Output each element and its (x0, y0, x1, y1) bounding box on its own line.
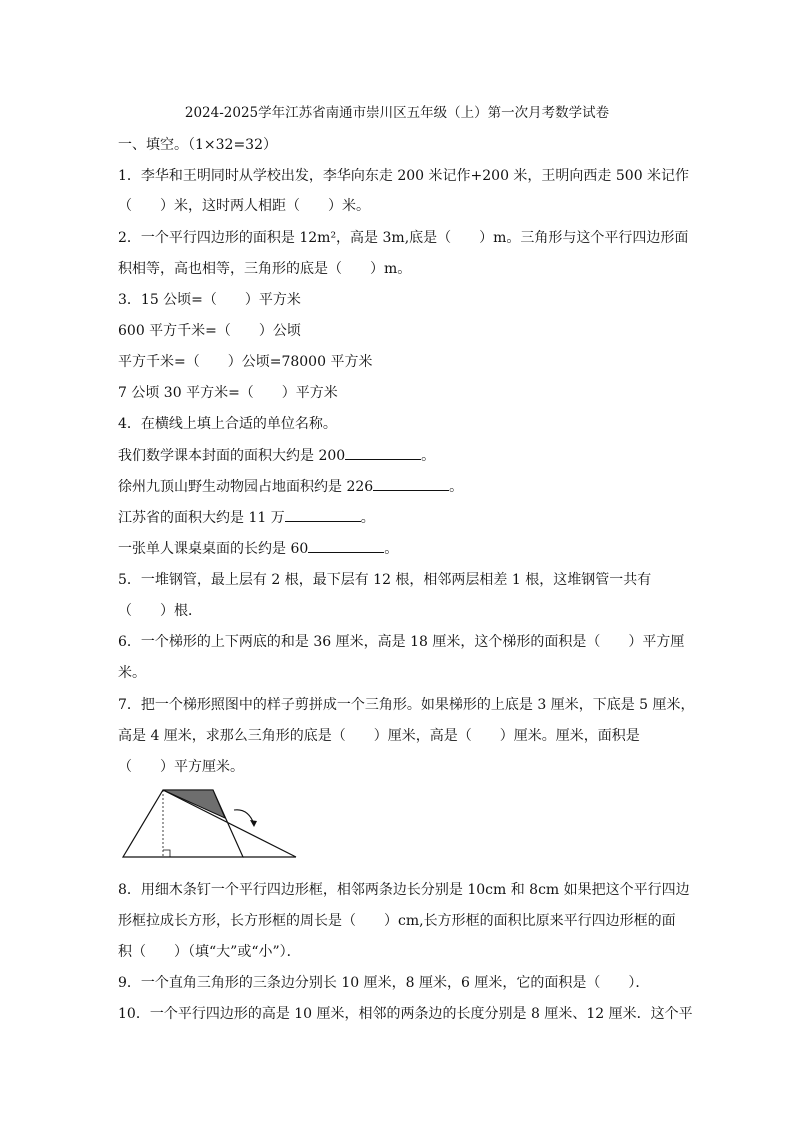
answer-blank[interactable] (373, 476, 449, 491)
q6-line1: 6．一个梯形的上下两底的和是 36 厘米，高是 18 厘米，这个梯形的面积是（ ）平方厘 (118, 634, 685, 650)
q2-line2: 积相等，高也相等，三角形的底是（ ）m。 (118, 261, 412, 277)
answer-blank[interactable] (345, 445, 421, 460)
q4-a-text: 我们数学课本封面的面积大约是 200 (118, 448, 346, 464)
q3-line4: 7 公顷 30 平方米=（ ）平方米 (118, 385, 338, 401)
q4-c-end: 。 (360, 510, 375, 526)
page-title: 2024-2025学年江苏省南通市崇川区五年级（上）第一次月考数学试卷 (184, 105, 610, 121)
q4-prompt: 4．在横线上填上合适的单位名称。 (118, 416, 337, 432)
q3-line1: 3．15 公顷=（ ）平方米 (118, 292, 301, 308)
q8-line2: 形框拉成长方形，长方形框的周长是（ ）cm,长方形框的面积比原来平行四边形框的面 (118, 913, 676, 929)
q2-line1: 2．一个平行四边形的面积是 12m²，高是 3m,底是（ ）m。三角形与这个平行四边形面 (118, 230, 689, 246)
q4-item-d (118, 538, 398, 559)
q10-line1: 10．一个平行四边形的高是 10 厘米，相邻的两条边的长度分别是 8 厘米、12 厘米．这个平 (118, 1006, 693, 1022)
trapezoid-cut-figure (118, 784, 303, 862)
q7-line2: 高是 4 厘米，求那么三角形的底是（ ）厘米，高是（ ）厘米。厘米，面积是 (118, 728, 640, 744)
q3-line3: 平方千米=（ ）公顷=78000 平方米 (118, 354, 373, 370)
q8-line1: 8．用细木条钉一个平行四边形框，相邻两条边长分别是 10cm 和 8cm 如果把这个平行四边 (118, 882, 690, 898)
q3-line2: 600 平方千米=（ ）公顷 (118, 323, 301, 339)
right-angle-mark (163, 850, 170, 857)
q7-line3: （ ）平方厘米。 (118, 759, 244, 775)
q5-line2: （ ）根． (118, 603, 202, 619)
q4-item-c (118, 507, 375, 528)
q4-item-b (118, 476, 463, 497)
q4-item-a (118, 445, 435, 466)
q4-d-text: 一张单人课桌桌面的长约是 60 (118, 541, 309, 557)
q1-line2: （ ）米，这时两人相距（ ）米。 (118, 198, 370, 214)
q4-d-end: 。 (384, 541, 399, 557)
q6-line2: 米。 (118, 665, 146, 681)
section-heading: 一、填空。（1×32=32） (118, 137, 277, 153)
q7-line1: 7．把一个梯形照图中的样子剪拼成一个三角形。如果梯形的上底是 3 厘米，下底是 5 厘米， (118, 697, 695, 713)
rotate-arrow (234, 810, 254, 824)
q4-a-end: 。 (421, 448, 436, 464)
q5-line1: 5．一堆钢管，最上层有 2 根，最下层有 12 根，相邻两层相差 1 根，这堆钢管一共有 (118, 572, 652, 588)
q4-b-end: 。 (449, 479, 464, 495)
arrow-head-icon (250, 820, 257, 827)
q8-line3: 积（ ）（填“大”或“小”）． (118, 944, 301, 960)
answer-blank[interactable] (308, 538, 384, 553)
q9-line1: 9．一个直角三角形的三条边分别长 10 厘米，8 厘米，6 厘米，它的面积是（ ）． (118, 975, 650, 991)
q1-line1: 1．李华和王明同时从学校出发，李华向东走 200 米记作+200 米，王明向西走 500 米记作 (118, 168, 690, 184)
q4-b-text: 徐州九顶山野生动物园占地面积约是 226 (118, 479, 374, 495)
cut-line (163, 790, 296, 857)
q4-c-text: 江苏省的面积大约是 11 万 (118, 510, 285, 526)
answer-blank[interactable] (285, 507, 361, 522)
